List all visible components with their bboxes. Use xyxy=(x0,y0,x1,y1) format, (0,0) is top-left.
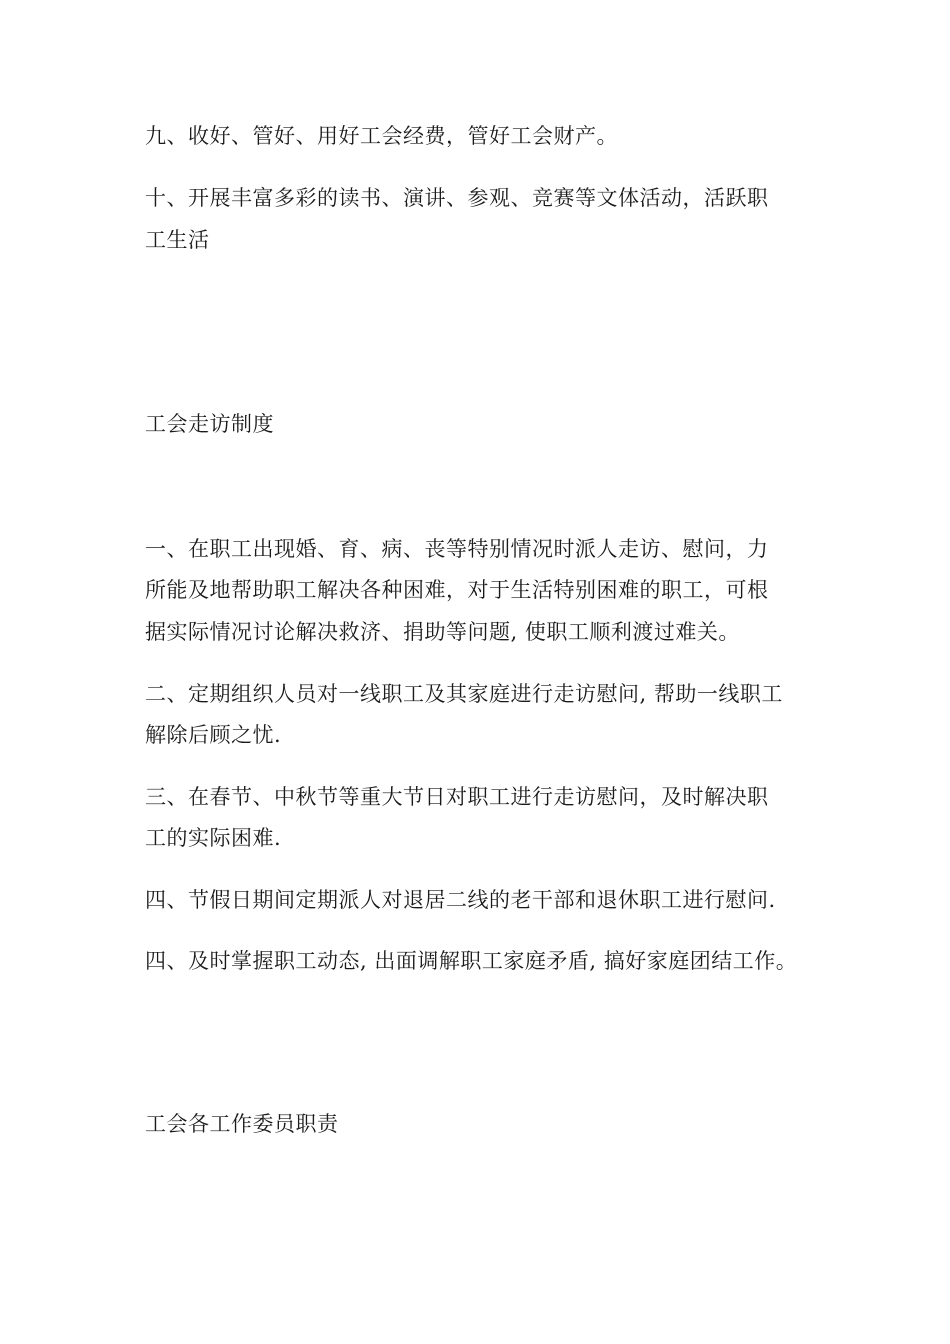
item-line: 二、定期组织人员对一线职工及其家庭进行走访慰问, 帮助一线职工 xyxy=(145,682,783,706)
section-heading: 工会走访制度 xyxy=(145,412,274,436)
item-line: 解除后顾之忧. xyxy=(145,723,282,747)
item-line: 十、开展丰富多彩的读书、演讲、参观、竞赛等文体活动，活跃职 xyxy=(145,186,769,210)
item-line: 据实际情况讨论解决救济、捐助等问题, 使职工顺利渡过难关。 xyxy=(145,620,740,644)
item-line: 所能及地帮助职工解决各种困难，对于生活特别困难的职工，可根 xyxy=(145,578,769,602)
item-line: 工生活 xyxy=(145,228,210,252)
item-line: 一、在职工出现婚、育、病、丧等特别情况时派人走访、慰问，力 xyxy=(145,537,769,561)
item-line: 三、在春节、中秋节等重大节日对职工进行走访慰问，及时解决职 xyxy=(145,785,769,809)
item-line: 工的实际困难. xyxy=(145,826,282,850)
item-line: 九、收好、管好、用好工会经费，管好工会财产。 xyxy=(145,124,618,148)
item-line: 四、及时掌握职工动态, 出面调解职工家庭矛盾, 搞好家庭团结工作。 xyxy=(145,949,798,973)
item-line: 四、节假日期间定期派人对退居二线的老干部和退休职工进行慰问. xyxy=(145,888,776,912)
section-heading: 工会各工作委员职责 xyxy=(145,1112,339,1136)
